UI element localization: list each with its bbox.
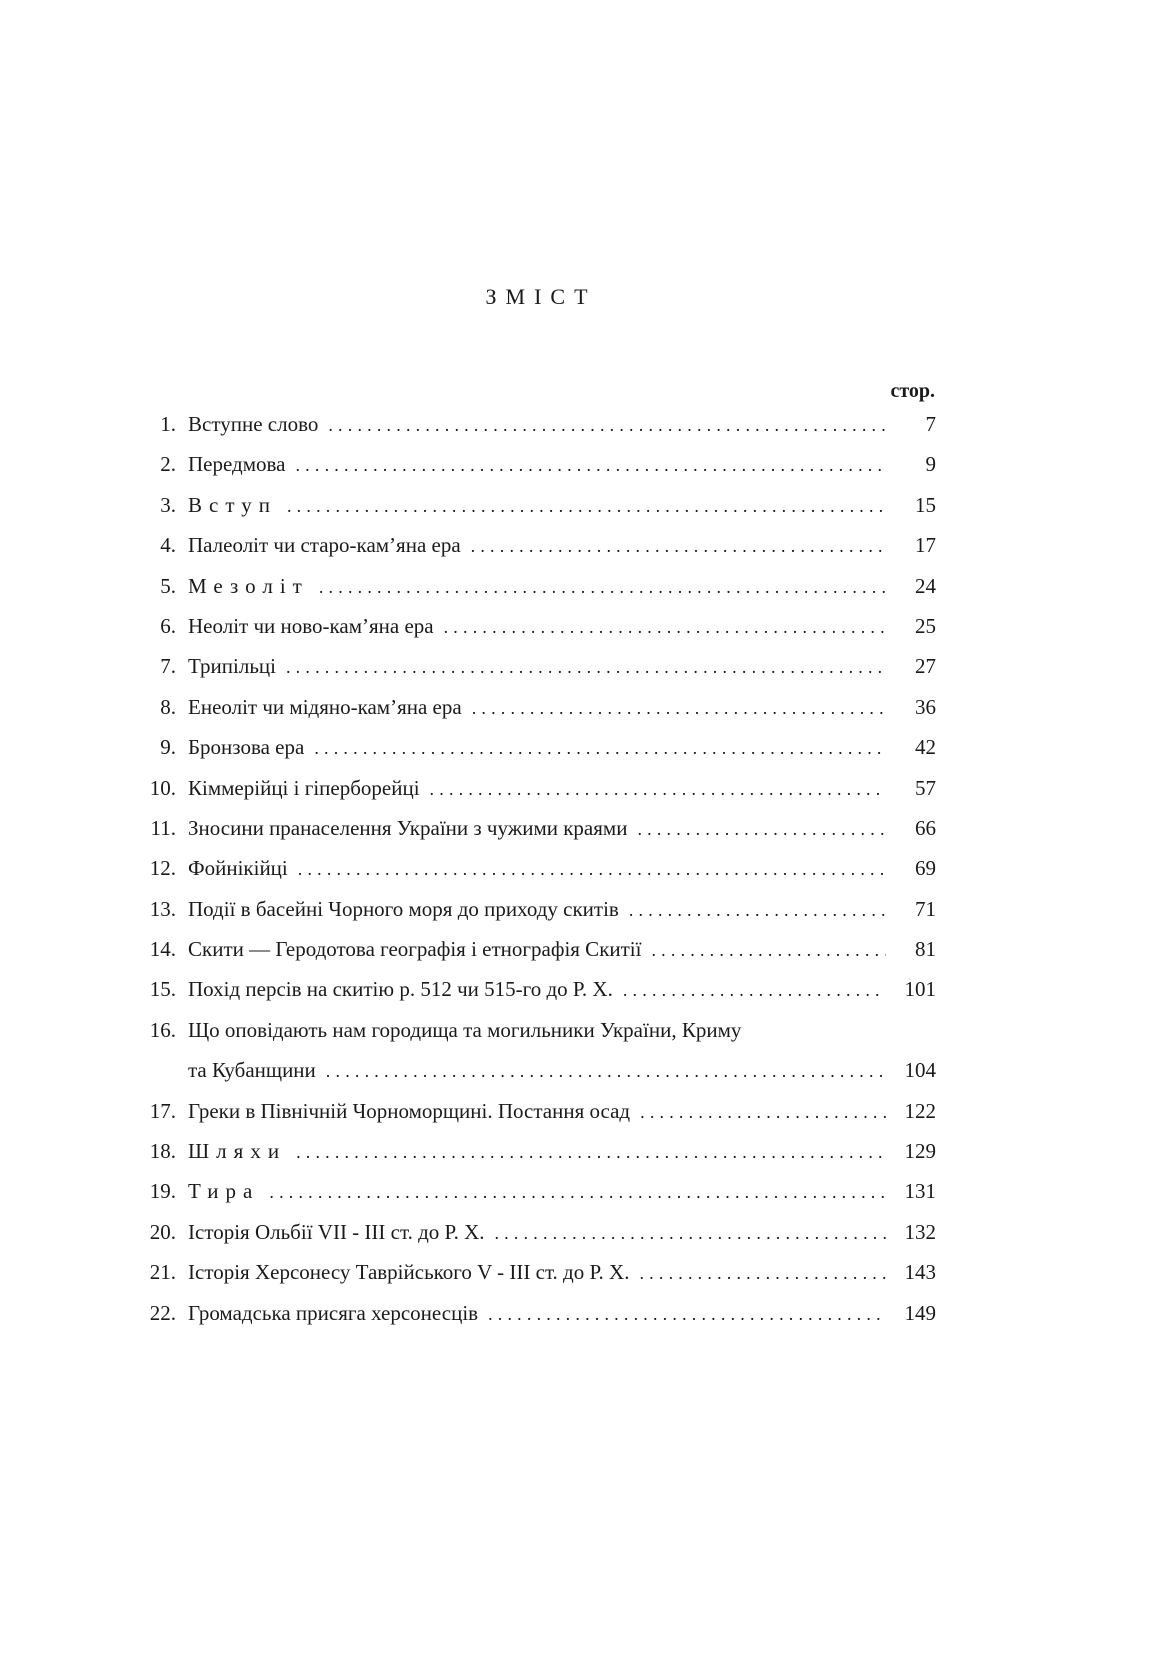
dot-leader	[298, 859, 886, 880]
dot-leader	[287, 496, 886, 517]
entry-number: 21.	[149, 1260, 176, 1285]
dot-leader	[319, 577, 886, 598]
entry-title: Події в басейні Чорного моря до приходу скитів	[188, 896, 619, 921]
dot-leader	[328, 415, 886, 436]
entry-title: Кіммерійці і гіперборейці	[188, 775, 420, 800]
entry-title: Історія Ольбії VII - III ст. до Р. Х.	[188, 1219, 485, 1244]
entry-page: 129	[904, 1139, 936, 1164]
entry-number: 11.	[150, 815, 176, 840]
entry-title: Бронзова ера	[188, 735, 305, 760]
entry-page: 57	[915, 775, 936, 800]
toc-entry[interactable]	[140, 412, 936, 452]
dot-leader	[286, 657, 886, 678]
dot-leader	[326, 1061, 886, 1082]
entry-number: 16.	[149, 1017, 176, 1042]
toc-entry[interactable]	[140, 1179, 936, 1219]
entry-title: Мезоліт	[188, 573, 309, 598]
entry-page: 149	[904, 1300, 936, 1325]
toc-entry[interactable]	[140, 735, 936, 775]
toc-entry[interactable]	[140, 1139, 936, 1179]
table-of-contents	[140, 412, 936, 1341]
toc-entry[interactable]	[140, 493, 936, 533]
entry-number: 10.	[149, 775, 176, 800]
entry-title: Громадська присяга херсонесців	[188, 1300, 479, 1325]
entry-title: Тира	[188, 1179, 260, 1204]
entry-number: 20.	[149, 1219, 176, 1244]
entry-title: Неоліт чи ново-кам’яна ера	[188, 613, 434, 638]
dot-leader	[295, 455, 886, 476]
toc-entry[interactable]	[140, 574, 936, 614]
toc-entry[interactable]	[140, 1220, 936, 1260]
entry-title: Що оповідають нам городища та могильники України, Криму	[188, 1017, 742, 1042]
entry-title: Скити — Геродотова географія і етнографія Скитії	[188, 937, 642, 962]
toc-entry[interactable]	[140, 695, 936, 735]
toc-entry[interactable]	[140, 1301, 936, 1341]
dot-leader	[488, 1304, 886, 1325]
entry-number: 19.	[149, 1179, 176, 1204]
entry-number: 22.	[149, 1300, 176, 1325]
entry-page: 101	[904, 977, 936, 1002]
dot-leader	[444, 617, 886, 638]
entry-title: Вступне слово	[188, 412, 319, 436]
dot-leader	[640, 1102, 886, 1123]
entry-page: 69	[915, 856, 936, 881]
entry-page: 9	[925, 452, 936, 477]
entry-number: 8.	[160, 694, 176, 719]
toc-entry[interactable]	[140, 1018, 936, 1058]
entry-title: Передмова	[188, 452, 286, 477]
dot-leader	[430, 779, 886, 800]
entry-number: 7.	[160, 654, 176, 679]
entry-title: Похід персів на скитію р. 512 чи 515-го до Р. Х.	[188, 977, 613, 1002]
entry-page: 132	[904, 1219, 936, 1244]
toc-entry[interactable]	[140, 452, 936, 492]
entry-page: 131	[904, 1179, 936, 1204]
toc-entry[interactable]	[140, 897, 936, 937]
entry-page: 143	[904, 1260, 936, 1285]
page-title: ЗМІСТ	[485, 284, 597, 309]
entry-title: Греки в Північній Чорноморщині. Постання осад	[188, 1098, 631, 1123]
toc-entry-continuation[interactable]	[140, 1058, 936, 1098]
toc-entry[interactable]	[140, 776, 936, 816]
entry-number: 14.	[149, 937, 176, 962]
entry-number: 17.	[149, 1098, 176, 1123]
dot-leader	[314, 738, 886, 759]
dot-leader	[651, 940, 886, 961]
dot-leader	[629, 900, 886, 921]
entry-title: Історія Херсонесу Таврійського V - III ст. до Р. Х.	[188, 1260, 630, 1285]
entry-number: 3.	[160, 492, 176, 517]
entry-number: 12.	[149, 856, 176, 881]
entry-page: 122	[904, 1098, 936, 1123]
entry-page: 25	[915, 613, 936, 638]
entry-title: Палеоліт чи старо-кам’яна ера	[188, 533, 461, 558]
entry-page: 42	[915, 735, 936, 760]
toc-entry[interactable]	[140, 937, 936, 977]
toc-entry[interactable]	[140, 1099, 936, 1139]
entry-title: Енеоліт чи мідяно-кам’яна ера	[188, 694, 462, 719]
entry-title: Шляхи	[188, 1139, 287, 1164]
entry-number: 5.	[160, 573, 176, 598]
toc-entry[interactable]	[140, 1260, 936, 1300]
toc-entry[interactable]	[140, 977, 936, 1017]
entry-page: 71	[915, 896, 936, 921]
entry-page: 17	[915, 533, 936, 558]
entry-number: 1.	[160, 412, 176, 436]
dot-leader	[637, 819, 886, 840]
entry-page: 66	[915, 815, 936, 840]
dot-leader	[494, 1223, 886, 1244]
dot-leader	[472, 698, 886, 719]
entry-title: Фойнікійці	[188, 856, 288, 881]
entry-page: 27	[915, 654, 936, 679]
entry-number: 4.	[160, 533, 176, 558]
entry-number: 18.	[149, 1139, 176, 1164]
entry-page: 24	[915, 573, 936, 598]
entry-title: Зносини пранаселення України з чужими краями	[188, 815, 628, 840]
entry-number: 13.	[149, 896, 176, 921]
toc-entry[interactable]	[140, 614, 936, 654]
dot-leader	[639, 1263, 886, 1284]
dot-leader	[471, 536, 886, 557]
dot-leader	[296, 1142, 886, 1163]
toc-entry[interactable]	[140, 533, 936, 573]
entry-page: 7	[925, 412, 936, 436]
entry-number: 2.	[160, 452, 176, 477]
toc-entry[interactable]	[140, 856, 936, 896]
entry-page: 15	[915, 492, 936, 517]
entry-page: 104	[904, 1058, 936, 1083]
entry-title: Трипільці	[188, 654, 276, 679]
dot-leader	[269, 1182, 886, 1203]
page-column-label: стор.	[890, 380, 935, 402]
entry-title-continuation: та Кубанщини	[188, 1058, 316, 1083]
entry-page: 81	[915, 937, 936, 962]
entry-number: 15.	[149, 977, 176, 1002]
entry-number: 9.	[160, 735, 176, 760]
toc-entry[interactable]	[140, 816, 936, 856]
dot-leader	[623, 980, 886, 1001]
entry-page: 36	[915, 694, 936, 719]
toc-entry[interactable]	[140, 654, 936, 694]
entry-number: 6.	[160, 613, 176, 638]
entry-title: Вступ	[188, 492, 277, 517]
